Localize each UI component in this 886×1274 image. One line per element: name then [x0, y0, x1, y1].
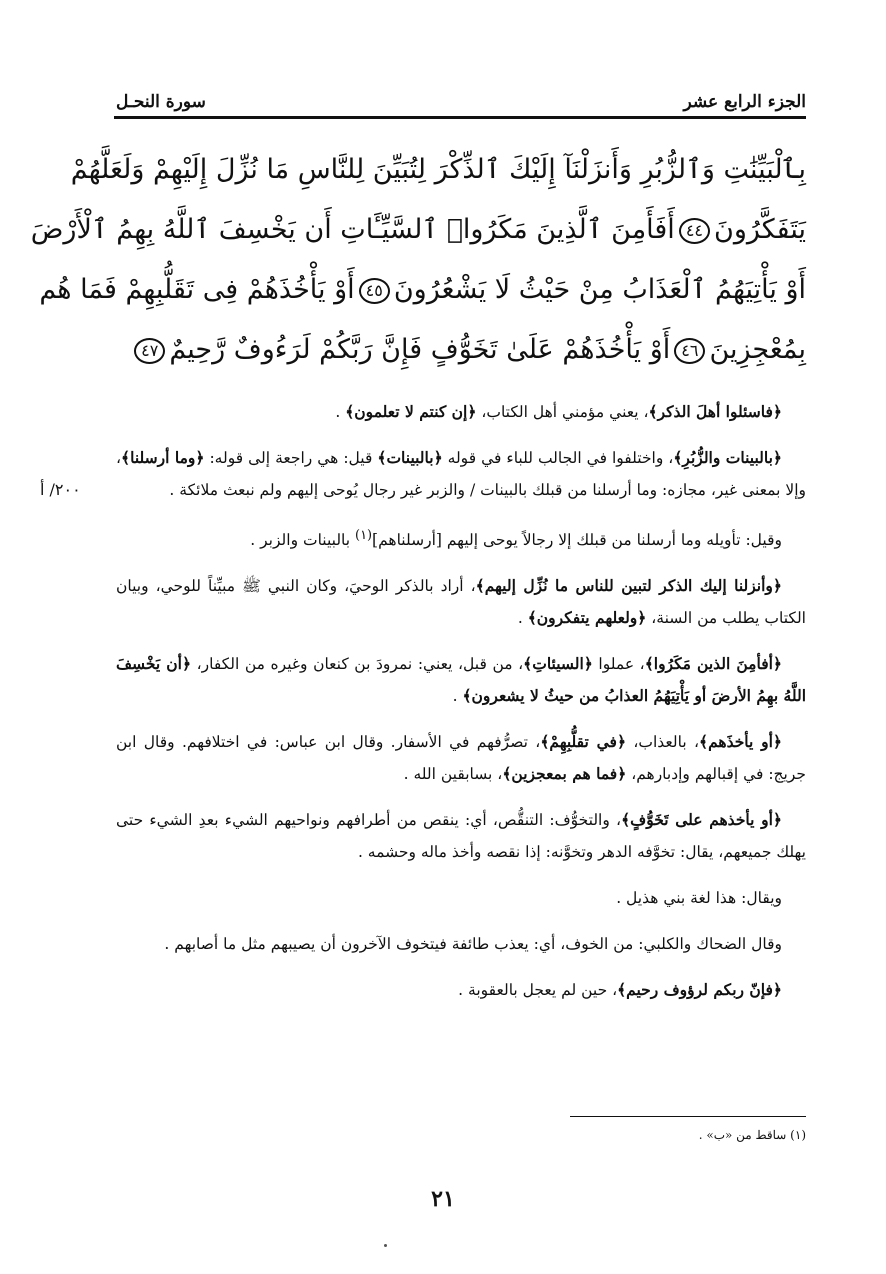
paragraph: وقال الضحاك والكلبي: من الخوف، أي: يعذب طائفة فيتخوف الآخرون أن يصيبهم مثل ما أصابهم .	[164, 935, 782, 954]
juz-title: الجزء الرابع عشر	[683, 92, 806, 112]
tafsir-commentary	[116, 396, 806, 1020]
surah-title: سورة النحـل	[116, 92, 206, 112]
page-number: ٢١	[431, 1186, 455, 1212]
quran-line-4: بِمُعْجِزِينَ٤٦أَوْ يَأْخُذَهُمْ عَلَىٰ تَخَوُّفٍ فَإِنَّ رَبَّكُمْ لَرَءُوفٌ رَّحِيمٌ٤٧	[110, 320, 806, 380]
ayah-marker-44: ٤٤	[679, 218, 710, 244]
paragraph: ﴿فإنّ ربكم لرؤوف رحيم﴾، حين لم يعجل بالعقوبة .	[458, 980, 782, 1000]
paragraph: ﴿أو يأخذَهم﴾، بالعذاب، ﴿في تقلُّبِهِمْ﴾، تصرُّفهم في الأسفار. وقال ابن عباس: في اختلافهم. وقال ابن جريج: في إقبالهم وإدبارهم، ﴿فما هم بمعجزين﴾، بسابقين الله .	[116, 732, 806, 784]
footnote-ref: (١)	[355, 528, 373, 543]
paragraph: ﴿بالبينات والزُّبُرِ﴾، واختلفوا في الجالب للباء في قوله ﴿بالبينات﴾ قيل: هي راجعة إلى قوله: ﴿وما أرسلنا﴾، وإلا بمعنى غير، مجازه: وما أرسلنا من قبلك بالبينات / والزبر غير رجال يُوحى إليهم ولم نبعث ملائكة .	[116, 448, 806, 499]
footnote-rule	[570, 1116, 806, 1117]
scan-speck	[384, 1244, 387, 1247]
manuscript-folio-ref: ٢٠٠/ أ	[40, 480, 81, 499]
paragraph: ويقال: هذا لغة بني هذيل .	[616, 889, 782, 908]
ayah-marker-47: ٤٧	[134, 338, 165, 364]
paragraph: ﴿أو يأخذهم على تَخَوُّفٍ﴾، والتخوُّف: التنقُّص، أي: ينقص من أطرافهم ونواحيهم الشيء بعدِ الشيء حتى يهلك جميعهم، يقال: تخوَّفه الدهر وتخوَّنه: إذا نقصه وأخذ ماله وحشمه .	[116, 810, 806, 862]
quran-line-1: بِٱلْبَيِّنَٰتِ وَٱلزُّبُرِ وَأَنزَلْنَآ إِلَيْكَ ٱلذِّكْرَ لِتُبَيِّنَ لِلنَّاسِ مَا نُزِّلَ إِلَيْهِمْ وَلَعَلَّهُمْ	[70, 154, 806, 185]
footnote: (١) ساقط من «ب» .	[698, 1128, 806, 1142]
ayah-marker-46: ٤٦	[674, 338, 705, 364]
paragraph: وقيل: تأويله وما أرسلنا من قبلك إلا رجالاً يوحى إليهم [أرسلناهم]$^{(١)}$ بالبينات والزبر .	[250, 528, 782, 550]
paragraph: ﴿أفأمِنَ الذين مَكَرُوا﴾، عملوا ﴿السيئاتِ﴾، من قبل، يعني: نمرودَ بن كنعان وغيره من الكفار، ﴿أن يَخْسِفَ اللَّهُ بهِمُ الأرضَ أو يَأْتِيَهُمُ العذابُ من حيثُ لا يشعرون﴾ .	[116, 654, 806, 706]
quran-verses	[30, 140, 806, 380]
running-header	[116, 82, 806, 112]
quran-line-2: يَتَفَكَّرُونَ٤٤أَفَأَمِنَ ٱلَّذِينَ مَكَرُوا۟ ٱلسَّيِّـَٔاتِ أَن يَخْسِفَ ٱللَّهُ بِهِمُ ٱلْأَرْضَ	[30, 214, 806, 245]
paragraph: ﴿فاسئلوا أهلَ الذكر﴾، يعني مؤمني أهل الكتاب، ﴿إن كنتم لا تعلمون﴾ .	[335, 402, 782, 421]
paragraph: ﴿وأنزلنا إليك الذكر لتبين للناس ما نُزِّل إليهم﴾، أراد بالذكر الوحيَ، وكان النبي ﷺ مبيِّناً للوحي، وبيان الكتاب يطلب من السنة، ﴿ولعلهم يتفكرون﴾ .	[116, 576, 806, 628]
header-rule	[114, 116, 806, 119]
quran-line-3: أَوْ يَأْتِيَهُمُ ٱلْعَذَابُ مِنْ حَيْثُ لَا يَشْعُرُونَ٤٥أَوْ يَأْخُذَهُمْ فِى تَقَلُّبِهِمْ فَمَا هُم	[39, 274, 806, 305]
ayah-marker-45: ٤٥	[359, 278, 390, 304]
